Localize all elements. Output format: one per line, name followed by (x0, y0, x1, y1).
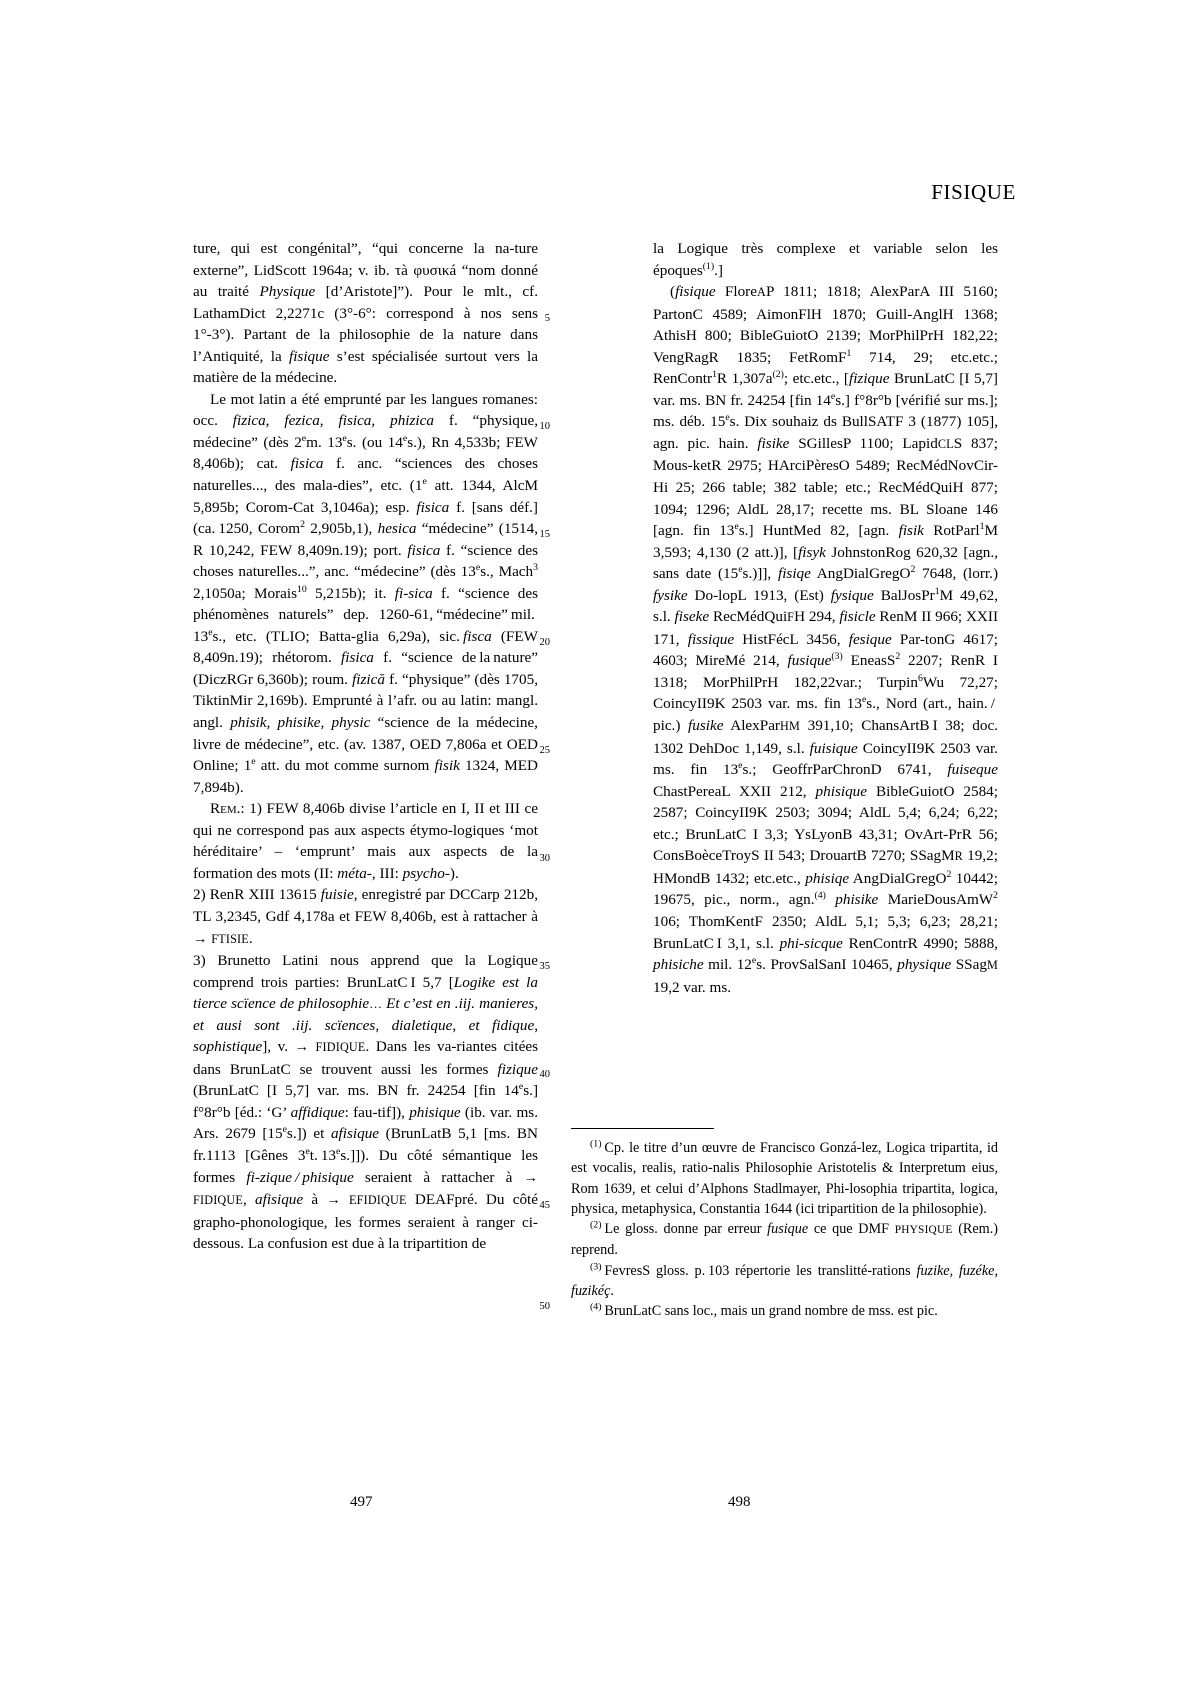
footnote-separator-rule (571, 1128, 714, 1129)
paragraph-ture-qui: ture, qui est congénital”, “qui concerne la na-ture externe”, LidScott 1964a; v. ib. τà φυσικá “nom donné au traité Physique [d’Aristote]”). Pour le mlt., cf. LathamDict 2,2271c (3°-6°: correspond à nos sens 1°-3°). Partant de la philosophie de la nature dans l’Antiquité, la fisique s’est spécialisée surtout vers la matière de la médecine. (193, 240, 538, 387)
paragraph-la-logique: la Logique très complexe et variable selon les époques$^{(1)}$.] (653, 240, 998, 279)
right-column (653, 238, 998, 1255)
line-number: 25 (539, 745, 550, 756)
right-column-body (653, 238, 998, 998)
line-number: 45 (539, 1200, 550, 1211)
text-columns (193, 238, 998, 1255)
paragraph-rem-3: 3) Brunetto Latini nous apprend que la Logique comprend trois parties: BrunLatC I 5,7 [Logike est la tierce scïence de philosophie… Et c’est en .iij. manieres, et ausi sont .iij. scïences, dialetique, et fidique, sophistique], v. → FIDIQUE. Dans les va-riantes citées dans BrunLatC se trouvent aussi les formes fizique (BrunLatC [I 5,7] var. ms. BN fr. 24254 [fin 14es.] f°8r°b [éd.: ‘G’ affidique: fau-tif]), phisique (ib. var. ms. Ars. 2679 [15es.]) et afisique (BrunLatB 5,1 [ms. BN fr.1113 [Gênes 3et. 13es.]]). Du côté sémantique les formes fi-zique / phisique seraient à rattacher à → FIDIQUE, afisique à → EFIDIQUE DEAFpré. Du côté grapho-phonologique, les formes seraient à ranger ci-dessous. La confusion est due à la tripartition de (193, 952, 539, 1253)
paragraph-le-mot-latin: Le mot latin a été emprunté par les langues romanes: occ. fizica, fezica, fisica, phizica f. “physique, médecine” (dès 2em. 13es. (ou 14es.), Rn 4,533b; FEW 8,406b); cat. fisica f. anc. “sciences des choses naturelles..., des mala-dies”, etc. (1e att. 1344, AlcM 5,895b; Corom-Cat 3,1046a); esp. fisica f. [sans déf.] (ca. 1250, Corom$^2$ 2,905b,1), hesica “médecine” (1514, R 10,242, FEW 8,409n.19); port. fisica f. “science des choses naturelles...”, anc. “médecine” (dès 13es., Mach$^3$ 2,1050a; Morais$^{10}$ 5,215b); it. fi-sica f. “science des phénomènes naturels” dep. 1260-61, “médecine” mil. 13es., etc. (TLIO; Batta-glia 6,29a), sic. fisca (FEW 8,409n.19); rhétorom. fisica f. “science de la nature” (DiczRGr 6,360b); roum. fizică f. “physique” (dès 1705, TiktinMir 2,169b). Emprunté à l’afr. ou au latin: mangl. angl. phisik, phisike, physic “science de la médecine, livre de médecine”, etc. (av. 1387, OED 7,806a et OED Online; 1e att. du mot comme surnom fisik 1324, MED 7,894b). (193, 390, 539, 796)
line-number: 20 (539, 637, 550, 648)
page-title: FISIQUE (931, 180, 1016, 204)
line-number: 5 (544, 313, 550, 324)
footnote-2: $^{(2)}$ Le gloss. donne par erreur fusique ce que DMF PHYSIQUE (Rem.) reprend. (571, 1219, 998, 1259)
paragraph-rem-1: Rem.: 1) FEW 8,406b divise l’article en I, II et III ce qui ne correspond pas aux aspects étymo-logiques ‘mot héréditaire’ – ‘emprunt’ mais aux aspects de la formation des mots (II: méta-, III: psycho-). (193, 800, 538, 882)
folio-left: 497 (350, 1494, 373, 1510)
paragraph-rem-2: 2) RenR XIII 13615 fuisie, enregistré par DCCarp 212b, TL 3,2345, Gdf 4,178a et FEW 8,406b, est à rattacher à → FTISIE. (193, 886, 538, 947)
left-column (193, 238, 538, 1255)
line-number: 40 (539, 1069, 550, 1080)
footnote-block (571, 1128, 998, 1322)
footnote-3: $^{(3)}$ FevresS gloss. p. 103 répertorie les translitté-rations fuzike, fuzéke, fuzikéç. (571, 1261, 998, 1300)
line-number: 15 (539, 529, 550, 540)
paragraph-attestations: (fisique FloreAP 1811; 1818; AlexParA III 5160; PartonC 4589; AimonFlH 1870; Guill-AnglH 1368; AthisH 800; BibleGuiotO 2139; MorPhilPrH 182,22; VengRagR 1835; FetRomF$^1$ 714, 29; etc.etc.; RenContr$^1$R $1,307a^{(2)}$; etc.etc., [fizique BrunLatC [I 5,7] var. ms. BN fr. 24254 [fin 14es.] f°8r°b [vérifié sur ms.]; ms. déb. 15es. Dix souhaiz ds BullSATF 3 (1877) 105], agn. pic. hain. fisike SGillesP 1100; LapidCLS 837; Mous-ketR 2975; HArciPèresO 5489; RecMédNovCir-Hi 25; 266 table; 382 table; etc.; RecMédQuiH 877; 1094; 1296; AldL 28,17; recette ms. BL Sloane 146 [agn. fin 13es.] HuntMed 82, [agn. fisik RotParl$^1$M 3,593; 4,130 (2 att.)], [fisyk JohnstonRog 620,32 [agn., sans date (15es.)]], fisiqe AngDialGregO$^2$ 7648, (lorr.) fysike Do-lopL 1913, (Est) fysique BalJosPr$^1$M 49,62, s.l. fiseke RecMédQuiFH 294, fisicle RenM II 966; XXII 171, fissique HistFécL 3456, fesique Par-tonG 4617; 4603; MireMé 214, fusique$^{(3)}$ EneasS$^2$ 2207; RenR I 1318; MorPhilPrH 182,22var.; Turpin$^6$Wu 72,27; CoincyII9K 2503 var. ms. fin 13es., Nord (art., hain. / pic.) fusike AlexParHM 391,10; ChansArtB I 38; doc. 1302 DehDoc 1,149, s.l. fuisique CoincyII9K 2503 var. ms. fin 13es.; GeoffrParChronD 6741, fuiseque ChastPereaL XXII 212, phisique BibleGuiotO 2584; 2587; CoincyII9K 2503; 3094; AldL 5,4; 6,24; 6,22; etc.; BrunLatC I 3,3; YsLyonB 43,31; OvArt-PrR 56; ConsBoèceTroyS II 543; DrouartB 7270; SSagMR 19,2; HMondB 1432; etc.etc., phisiqe AngDialGregO$^2$ 10442; 19675, pic., norm., agn.$^{(4)}$ phisike MarieDousAmW$^2$ 106; ThomKentF 2350; AldL 5,1; 5,3; 6,23; 28,21; BrunLatC I 3,1, s.l. phi-sicque RenContrR 4990; 5888, phisiche mil. 12es. ProvSalSanI 10465, physique SSagM 19,2 var. ms. (653, 283, 999, 996)
footnote-4: $^{(4)}$ BrunLatC sans loc., mais un grand nombre de mss. est pic. (590, 1301, 938, 1320)
left-column-body (193, 238, 538, 1255)
line-number: 10 (539, 421, 550, 432)
line-number: 30 (539, 853, 550, 864)
line-number: 35 (539, 961, 550, 972)
footnote-1: $^{(1)}$ Cp. le titre d’un œuvre de Francisco Gonzá-lez, Logica tripartita, id est vocalis, realis, ratio-nalis Philosophie Aristotelis & Interpretum eius, Rom 1639, et celui d’Alphons Stadlmayer, Phi-losophia tripartita, logica, physica, metaphysica, Constantia 1644 (ici tripartition de la philosophie). (571, 1138, 998, 1217)
folio-right: 498 (728, 1494, 751, 1510)
line-number: 50 (539, 1301, 550, 1312)
